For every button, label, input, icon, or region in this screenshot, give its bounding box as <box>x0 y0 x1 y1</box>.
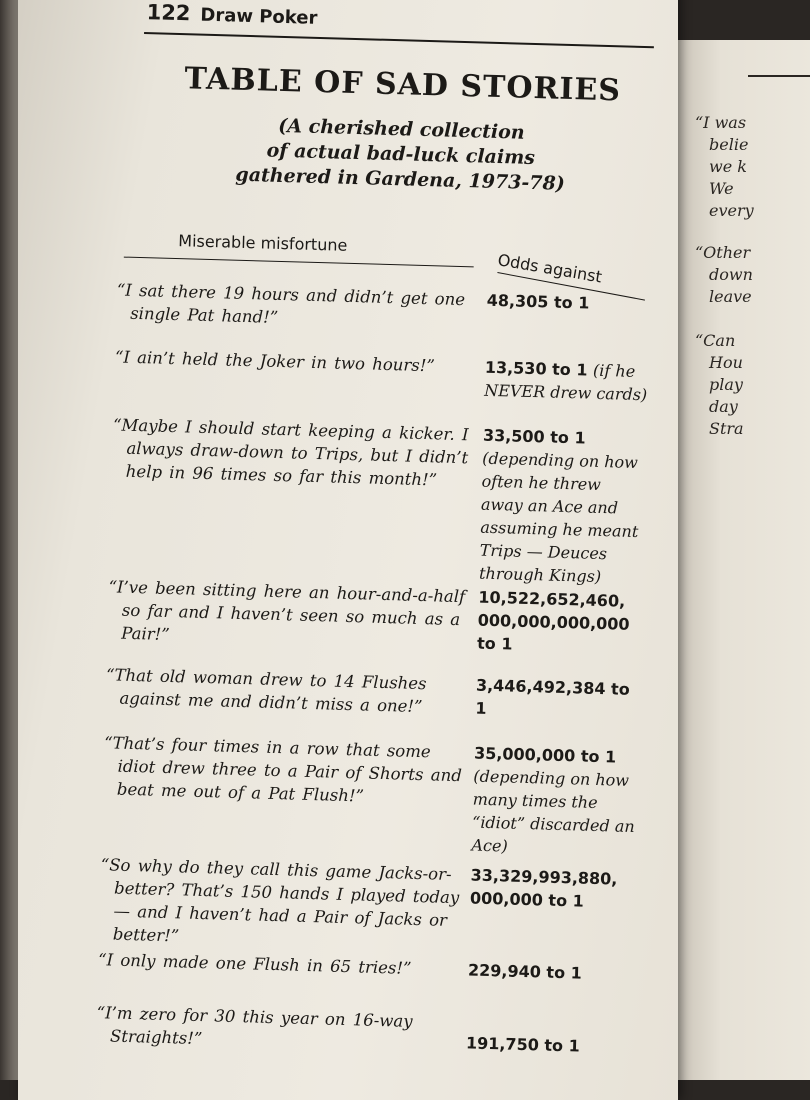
page-content <box>45 0 655 1088</box>
table-row <box>96 1001 627 1056</box>
page-number: 122 <box>146 0 191 26</box>
quote-text: “I sat there 19 hours and didn’t get one single Pat hand!” <box>116 280 466 327</box>
running-head <box>146 0 317 29</box>
quote-text: “That’s four times in a row that some idiot drew three to a Pair of Shorts and beat me out of a Pat Flush!” <box>103 733 463 806</box>
odds-value: 229,940 to 1 <box>467 960 583 983</box>
quote-text: “I only made one Flush in 65 tries!” <box>97 950 412 978</box>
page-subtitle: (A cherished collection of actual bad-luck claims gathered in Gardena, 1973-78) <box>235 114 566 195</box>
table-row <box>103 731 635 856</box>
facing-page-text-1: “I was belie we k We every <box>695 113 754 220</box>
column-header-odds: Odds against <box>496 250 604 287</box>
page-title: TABLE OF SAD STORIES <box>184 61 622 109</box>
quote-text: “That old woman drew to 14 Flushes against me and didn’t miss a one!” <box>105 665 427 717</box>
table-row <box>105 663 636 718</box>
facing-page-text-3: “Can Hou play day Stra <box>695 331 744 438</box>
odds-value: 191,750 to 1 <box>465 1033 581 1056</box>
quote-text: “So why do they call this game Jacks-or-better? That’s 150 hands I played today — and I haven’t had a Pair of Jacks or better!” <box>100 855 460 946</box>
facing-page-text-2: “Other down leave <box>695 243 753 306</box>
quote-text: “I’m zero for 30 this year on 16-way Straights!” <box>96 1003 413 1049</box>
odds-value: 13,530 to 1 (if he NEVER drew cards) <box>483 357 648 405</box>
column-header-misfortune: Miserable misfortune <box>178 231 348 255</box>
running-head-title: Draw Poker <box>200 4 318 29</box>
facing-page-rule <box>748 75 810 77</box>
odds-value: 33,500 to 1 (depending on how often he threw away an Ace and assuming he meant Trips — Deuces through Kings) <box>478 425 639 587</box>
table-row <box>112 413 643 587</box>
odds-value: 3,446,492,384 to 1 <box>475 675 630 718</box>
odds-value: 48,305 to 1 <box>486 290 590 313</box>
odds-value: 33,329,993,880, 000,000 to 1 <box>469 865 618 911</box>
quote-text: “I ain’t held the Joker in two hours!” <box>114 347 436 376</box>
column-rule-left <box>124 257 474 268</box>
table-row <box>114 345 648 405</box>
quote-text: “I’ve been sitting here an hour-and-a-half so far and I haven’t seen so much as a Pair!” <box>108 577 466 644</box>
head-rule <box>144 32 654 48</box>
odds-value: 35,000,000 to 1 (depending on how many times the “idiot” discarded an Ace) <box>471 743 635 856</box>
quote-text: “Maybe I should start keeping a kicker. I always draw-down to Trips, but I didn’t help in 96 times so far this month!” <box>112 415 469 490</box>
odds-value: 10,522,652,460, 000,000,000,000 to 1 <box>476 587 630 654</box>
